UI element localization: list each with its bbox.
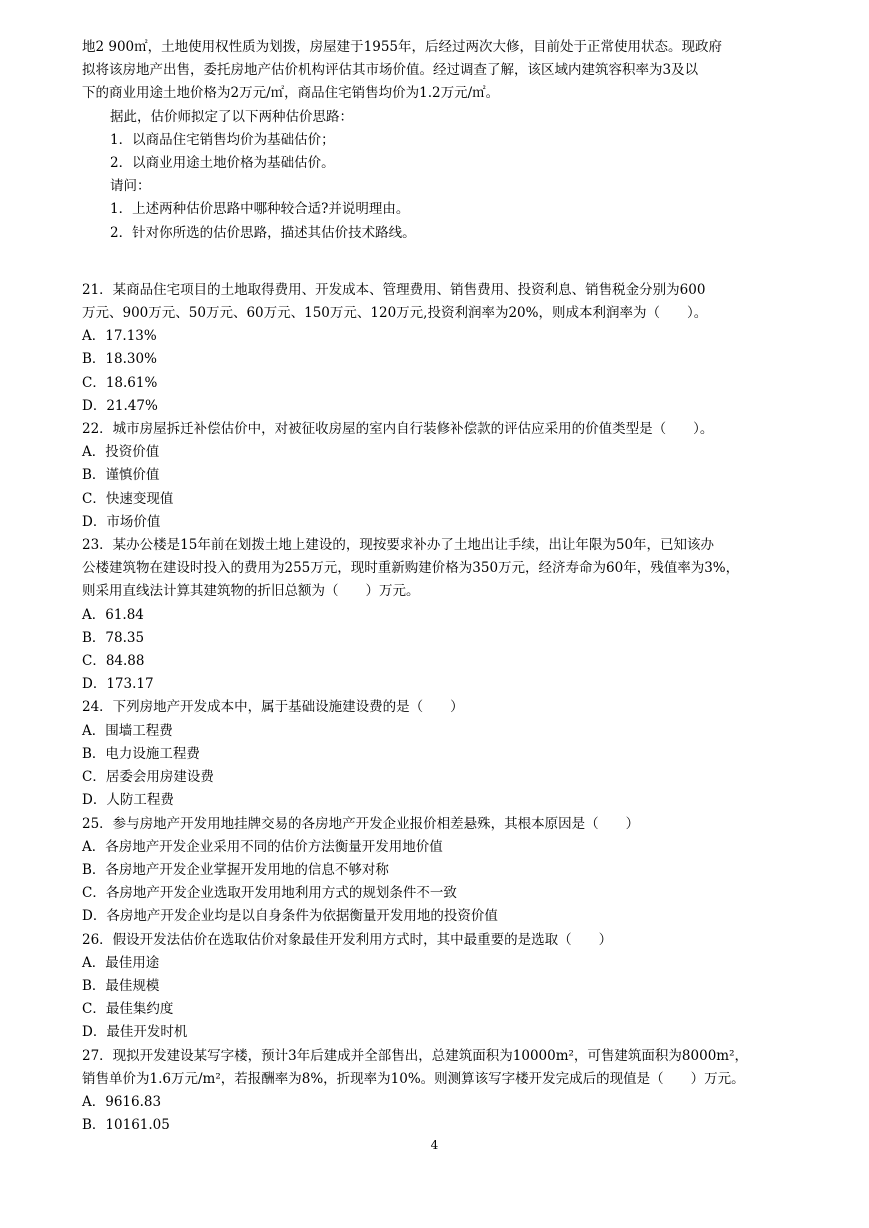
option: D．173.17 — [82, 676, 154, 693]
option: B．18.30% — [82, 351, 157, 368]
option: C．居委会用房建设费 — [82, 769, 214, 786]
intro-indented-line: 2．针对你所选的估价思路，描述其估价技术路线。 — [110, 224, 416, 241]
intro-line: 地2 900㎡，土地使用权性质为划拨，房屋建于1955年，后经过两次大修，目前处于正常使用状态。现政府 — [82, 39, 723, 55]
option: B．谨慎价值 — [82, 467, 160, 484]
option: A．围墙工程费 — [82, 722, 173, 739]
question-24 — [82, 696, 794, 812]
question-text: 21．某商品住宅项目的土地取得费用、开发成本、管理费用、销售费用、投资利息、销售税金分别为600 — [82, 281, 706, 298]
question-text: 25．参与房地产开发用地挂牌交易的各房地产开发企业报价相差悬殊，其根本原因是（ ） — [82, 815, 640, 832]
option: A．最佳用途 — [82, 954, 160, 971]
option: D．各房地产开发企业均是以自身条件为依据衡量开发用地的投资价值 — [82, 908, 498, 925]
question-text: 23．某办公楼是15年前在划拨土地上建设的，现按要求补办了土地出让手续，出让年限为50年，已知该办 — [82, 537, 715, 554]
option: A．9616.83 — [82, 1093, 162, 1110]
question-25 — [82, 813, 794, 929]
option: C．18.61% — [82, 374, 158, 391]
option: C．各房地产开发企业选取开发用地利用方式的规划条件不一致 — [82, 885, 457, 902]
question-26 — [82, 929, 794, 1045]
intro-line: 拟将该房地产出售，委托房地产估价机构评估其市场价值。经过调查了解，该区域内建筑容积率为3及以 — [82, 62, 699, 79]
option: A．17.13% — [82, 328, 157, 345]
option: A．各房地产开发企业采用不同的估价方法衡量开发用地价值 — [82, 838, 443, 855]
option: B．10161.05 — [82, 1117, 170, 1134]
intro-indented-line: 1．上述两种估价思路中哪种较合适?并说明理由。 — [110, 201, 410, 218]
option: D．最佳开发时机 — [82, 1024, 188, 1041]
option: B．78.35 — [82, 629, 145, 646]
question-text: 26．假设开发法估价在选取估价对象最佳开发利用方式时，其中最重要的是选取（ ） — [82, 931, 613, 948]
question-text: 24．下列房地产开发成本中，属于基础设施建设费的是（ ） — [82, 699, 464, 716]
question-27 — [82, 1045, 794, 1138]
question-text: 销售单价为1.6万元/m²，若报酬率为8%，折现率为10%。则测算该写字楼开发完成后的现值是（ ）万元。 — [82, 1070, 745, 1087]
option: D．21.47% — [82, 397, 158, 414]
option: D．市场价值 — [82, 513, 161, 530]
document-page — [82, 36, 794, 1137]
question-text: 万元、900万元、50万元、60万元、150万元、120万元,投资利润率为20%，则成本利润率为（ ）。 — [82, 305, 708, 322]
intro-indented-line: 据此，估价师拟定了以下两种估价思路： — [110, 108, 353, 125]
option: B．电力设施工程费 — [82, 745, 200, 762]
question-21 — [82, 279, 794, 418]
question-text: 22．城市房屋拆迁补偿估价中，对被征收房屋的室内自行装修补偿款的评估应采用的价值类型是（ ）。 — [82, 421, 714, 438]
option: C．最佳集约度 — [82, 1001, 174, 1018]
question-text: 27．现拟开发建设某写字楼，预计3年后建成并全部售出，总建筑面积为10000m²，可售建筑面积为8000m²， — [82, 1047, 748, 1064]
intro-indented-line: 1．以商品住宅销售均价为基础估价； — [110, 131, 335, 148]
option: C．84.88 — [82, 653, 145, 670]
section-gap — [82, 245, 794, 279]
option: A．投资价值 — [82, 444, 160, 461]
intro-section — [82, 36, 794, 245]
intro-indented-line: 请问： — [110, 178, 151, 195]
option: B．各房地产开发企业掌握开发用地的信息不够对称 — [82, 861, 389, 878]
page-number: 4 — [430, 1138, 439, 1152]
intro-line: 下的商业用途土地价格为2万元/㎡，商品住宅销售均价为1.2万元/㎡。 — [82, 85, 500, 102]
option: D．人防工程费 — [82, 792, 174, 809]
question-22 — [82, 418, 794, 534]
question-text: 公楼建筑物在建设时投入的费用为255万元，现时重新购建价格为350万元，经济寿命为60年，残值率为3%， — [82, 560, 740, 577]
option: C．快速变现值 — [82, 490, 174, 507]
question-text: 则采用直线法计算其建筑物的折旧总额为（ ）万元。 — [82, 583, 420, 600]
question-23 — [82, 534, 794, 696]
intro-indented-line: 2．以商业用途土地价格为基础估价。 — [110, 155, 335, 172]
option: A．61.84 — [82, 606, 144, 623]
option: B．最佳规模 — [82, 977, 160, 994]
